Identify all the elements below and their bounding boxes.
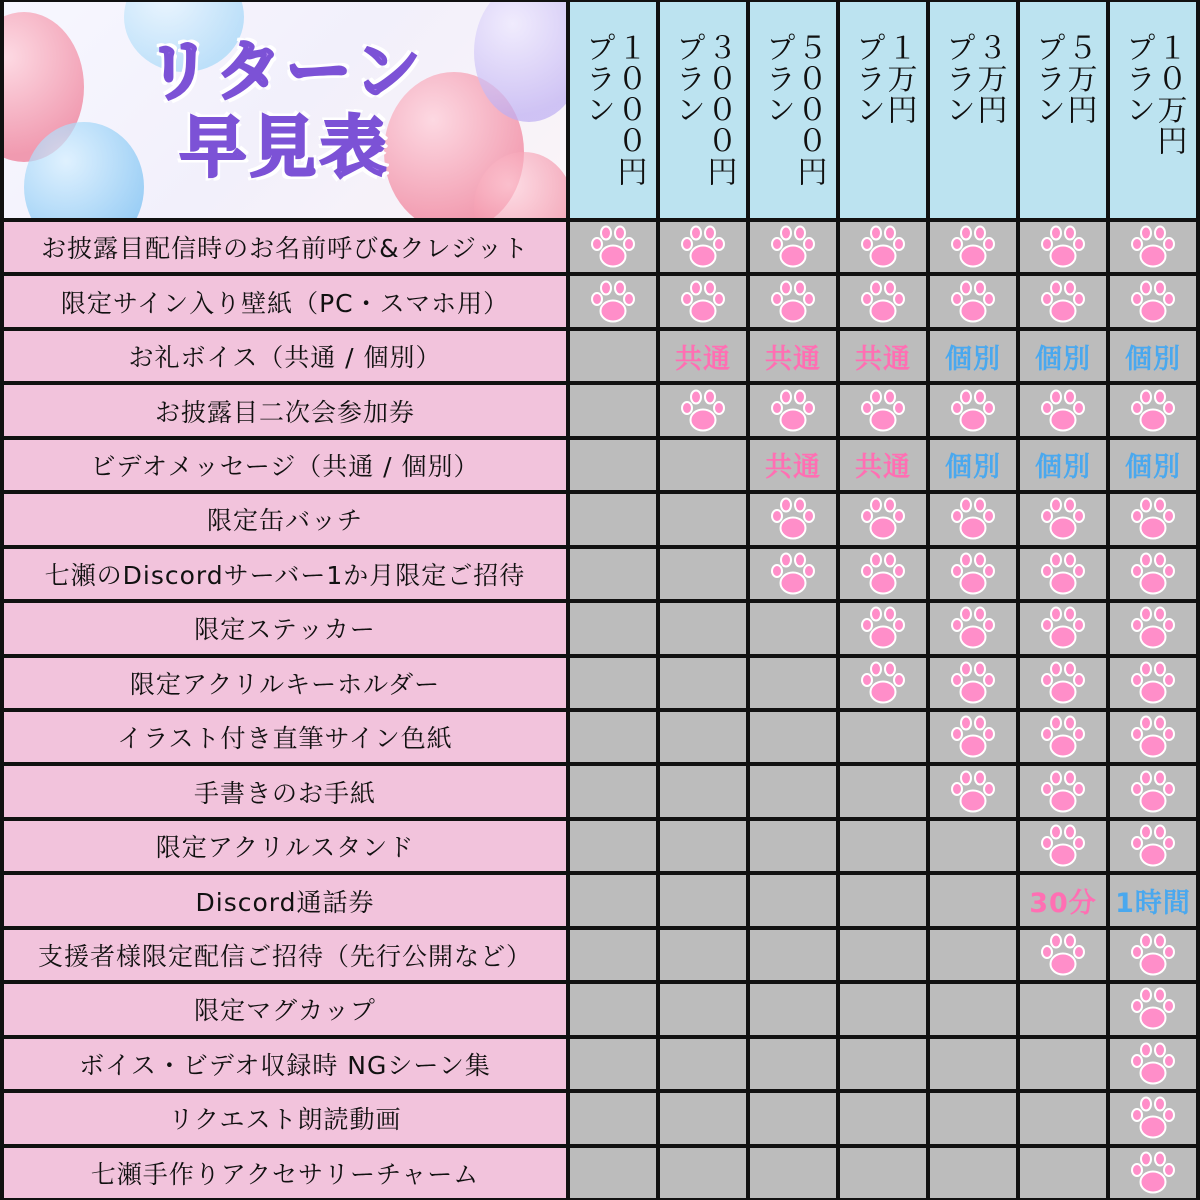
- table-cell: [930, 603, 1016, 653]
- table-cell: [660, 1093, 746, 1143]
- table-cell: [1020, 1039, 1106, 1089]
- table-cell: [660, 549, 746, 599]
- cell-note: 個別: [945, 343, 1001, 375]
- table-cell: [570, 821, 656, 871]
- table-cell: [1110, 1148, 1196, 1198]
- plan-header: [660, 2, 746, 218]
- table-cell: [660, 712, 746, 762]
- return-item-label: 限定アクリルキーホルダー: [4, 658, 566, 708]
- table-cell: [750, 494, 836, 544]
- plan-header-label: ５万円 プラン: [1030, 32, 1097, 125]
- table-cell: [750, 1093, 836, 1143]
- paw-icon: [858, 279, 908, 325]
- table-cell: [570, 331, 656, 381]
- paw-icon: [1128, 1095, 1178, 1141]
- table-cell: [570, 385, 656, 435]
- paw-icon: [768, 279, 818, 325]
- return-item-label: お披露目二次会参加券: [4, 385, 566, 435]
- table-cell: [1110, 658, 1196, 708]
- cell-note: 共通: [675, 343, 731, 375]
- paw-icon: [1038, 932, 1088, 978]
- paw-icon: [858, 496, 908, 542]
- return-item-label: お披露目配信時のお名前呼び&クレジット: [4, 222, 566, 272]
- table-cell: [1110, 1039, 1196, 1089]
- paw-icon: [1128, 496, 1178, 542]
- table-cell: [750, 658, 836, 708]
- table-cell: [1110, 549, 1196, 599]
- table-cell: [570, 1148, 656, 1198]
- table-cell: [750, 385, 836, 435]
- table-cell: [570, 222, 656, 272]
- paw-icon: [948, 714, 998, 760]
- plan-header-label: ３０００円 プラン: [670, 32, 737, 187]
- table-cell: [1020, 712, 1106, 762]
- cell-note: 30分: [1029, 888, 1097, 920]
- table-cell: [1110, 766, 1196, 816]
- paw-icon: [1038, 279, 1088, 325]
- paw-icon: [678, 279, 728, 325]
- table-cell: [1110, 222, 1196, 272]
- table-cell: [1110, 440, 1196, 490]
- return-item-label: Discord通話券: [4, 875, 566, 925]
- table-cell: [930, 930, 1016, 980]
- table-cell: [840, 712, 926, 762]
- plan-header: [1020, 2, 1106, 218]
- table-cell: [660, 930, 746, 980]
- table-cell: [750, 222, 836, 272]
- table-cell: [1020, 440, 1106, 490]
- table-cell: [1020, 494, 1106, 544]
- return-item-label: 手書きのお手紙: [4, 766, 566, 816]
- table-cell: [660, 385, 746, 435]
- table-cell: [1020, 875, 1106, 925]
- table-cell: [570, 766, 656, 816]
- table-cell: [660, 658, 746, 708]
- page-title: リターン: [145, 33, 425, 111]
- table-cell: [1110, 930, 1196, 980]
- table-cell: [1020, 821, 1106, 871]
- paw-icon: [858, 224, 908, 270]
- table-cell: [930, 984, 1016, 1034]
- paw-icon: [1128, 279, 1178, 325]
- paw-icon: [948, 551, 998, 597]
- cell-note: 1時間: [1115, 888, 1191, 920]
- table-cell: [1020, 658, 1106, 708]
- paw-icon: [1128, 224, 1178, 270]
- table-cell: [840, 331, 926, 381]
- table-cell: [840, 276, 926, 326]
- paw-icon: [858, 660, 908, 706]
- return-item-label: 限定サイン入り壁紙（PC・スマホ用）: [4, 276, 566, 326]
- cell-note: 個別: [1125, 343, 1181, 375]
- table-cell: [1020, 930, 1106, 980]
- table-cell: [570, 875, 656, 925]
- plan-header-label: ３万円 プラン: [940, 32, 1007, 125]
- paw-icon: [768, 388, 818, 434]
- table-cell: [1110, 1093, 1196, 1143]
- paw-icon: [948, 660, 998, 706]
- table-cell: [840, 766, 926, 816]
- table-cell: [1110, 984, 1196, 1034]
- table-cell: [930, 821, 1016, 871]
- table-cell: [660, 603, 746, 653]
- table-cell: [930, 1093, 1016, 1143]
- paw-icon: [1038, 388, 1088, 434]
- table-cell: [1110, 331, 1196, 381]
- table-cell: [1020, 1093, 1106, 1143]
- paw-icon: [1038, 769, 1088, 815]
- paw-icon: [1128, 551, 1178, 597]
- table-cell: [570, 440, 656, 490]
- paw-icon: [1038, 551, 1088, 597]
- table-cell: [750, 440, 836, 490]
- paw-icon: [1128, 823, 1178, 869]
- table-cell: [1110, 875, 1196, 925]
- table-cell: [750, 276, 836, 326]
- return-item-label: ボイス・ビデオ収録時 NGシーン集: [4, 1039, 566, 1089]
- plan-header: [750, 2, 836, 218]
- table-cell: [930, 385, 1016, 435]
- table-cell: [570, 1039, 656, 1089]
- table-cell: [1110, 494, 1196, 544]
- cell-note: 共通: [855, 343, 911, 375]
- table-cell: [750, 603, 836, 653]
- table-cell: [660, 331, 746, 381]
- return-item-label: 限定ステッカー: [4, 603, 566, 653]
- table-cell: [930, 494, 1016, 544]
- table-cell: [840, 984, 926, 1034]
- return-item-label: 七瀬手作りアクセサリーチャーム: [4, 1148, 566, 1198]
- table-cell: [1110, 385, 1196, 435]
- table-cell: [1110, 712, 1196, 762]
- table-cell: [840, 658, 926, 708]
- table-cell: [750, 1039, 836, 1089]
- cell-note: 共通: [855, 452, 911, 484]
- paw-icon: [1128, 1041, 1178, 1087]
- paw-icon: [948, 224, 998, 270]
- table-cell: [1020, 984, 1106, 1034]
- table-cell: [570, 603, 656, 653]
- table-cell: [660, 494, 746, 544]
- plan-header-label: １万円 プラン: [850, 32, 917, 125]
- table-cell: [570, 494, 656, 544]
- cell-note: 共通: [765, 343, 821, 375]
- table-cell: [750, 821, 836, 871]
- table-cell: [930, 1148, 1016, 1198]
- plan-header: [1110, 2, 1196, 218]
- table-cell: [840, 440, 926, 490]
- paw-icon: [1128, 769, 1178, 815]
- table-cell: [840, 930, 926, 980]
- return-item-label: 限定マグカップ: [4, 984, 566, 1034]
- table-cell: [930, 549, 1016, 599]
- table-cell: [840, 1148, 926, 1198]
- return-item-label: リクエスト朗読動画: [4, 1093, 566, 1143]
- plan-header-label: １０００円 プラン: [580, 32, 647, 187]
- plan-header-label: １０万円 プラン: [1120, 32, 1187, 156]
- paw-icon: [1038, 496, 1088, 542]
- paw-icon: [1038, 823, 1088, 869]
- table-cell: [930, 222, 1016, 272]
- table-cell: [660, 276, 746, 326]
- table-cell: [750, 549, 836, 599]
- table-cell: [660, 875, 746, 925]
- paw-icon: [1128, 714, 1178, 760]
- table-cell: [930, 440, 1016, 490]
- paw-icon: [768, 496, 818, 542]
- table-cell: [930, 658, 1016, 708]
- table-cell: [930, 276, 1016, 326]
- paw-icon: [1128, 605, 1178, 651]
- paw-icon: [948, 279, 998, 325]
- table-cell: [570, 1093, 656, 1143]
- paw-icon: [1128, 660, 1178, 706]
- paw-icon: [858, 605, 908, 651]
- table-cell: [660, 440, 746, 490]
- paw-icon: [588, 279, 638, 325]
- table-cell: [840, 549, 926, 599]
- plan-header: [930, 2, 1016, 218]
- paw-icon: [588, 224, 638, 270]
- table-cell: [1020, 276, 1106, 326]
- paw-icon: [1038, 224, 1088, 270]
- table-cell: [1020, 549, 1106, 599]
- table-cell: [840, 222, 926, 272]
- table-cell: [840, 821, 926, 871]
- plan-header: [840, 2, 926, 218]
- table-cell: [1110, 276, 1196, 326]
- paw-icon: [768, 224, 818, 270]
- title-panel: [4, 2, 566, 218]
- table-cell: [660, 1148, 746, 1198]
- table-cell: [930, 331, 1016, 381]
- return-item-label: 限定缶バッチ: [4, 494, 566, 544]
- table-cell: [750, 984, 836, 1034]
- table-cell: [840, 875, 926, 925]
- table-cell: [570, 658, 656, 708]
- paw-icon: [858, 388, 908, 434]
- table-cell: [1110, 821, 1196, 871]
- table-cell: [570, 276, 656, 326]
- table-cell: [930, 712, 1016, 762]
- table-cell: [750, 875, 836, 925]
- return-item-label: ビデオメッセージ（共通 / 個別）: [4, 440, 566, 490]
- table-cell: [570, 712, 656, 762]
- paw-icon: [858, 551, 908, 597]
- table-cell: [660, 222, 746, 272]
- paw-icon: [1128, 388, 1178, 434]
- cell-note: 個別: [1035, 343, 1091, 375]
- table-cell: [1020, 766, 1106, 816]
- table-cell: [750, 331, 836, 381]
- table-cell: [570, 930, 656, 980]
- table-cell: [750, 930, 836, 980]
- table-cell: [840, 385, 926, 435]
- table-cell: [930, 1039, 1016, 1089]
- table-cell: [840, 494, 926, 544]
- return-item-label: 支援者様限定配信ご招待（先行公開など）: [4, 930, 566, 980]
- plan-header: [570, 2, 656, 218]
- table-cell: [840, 1039, 926, 1089]
- paw-icon: [768, 551, 818, 597]
- table-cell: [660, 766, 746, 816]
- paw-icon: [1128, 1150, 1178, 1196]
- table-cell: [930, 766, 1016, 816]
- cell-note: 個別: [945, 452, 1001, 484]
- table-cell: [660, 821, 746, 871]
- paw-icon: [678, 388, 728, 434]
- table-cell: [1020, 385, 1106, 435]
- paw-icon: [1038, 660, 1088, 706]
- paw-icon: [1128, 986, 1178, 1032]
- table-cell: [660, 1039, 746, 1089]
- paw-icon: [948, 388, 998, 434]
- table-cell: [840, 1093, 926, 1143]
- table-cell: [750, 1148, 836, 1198]
- table-cell: [570, 984, 656, 1034]
- table-cell: [930, 875, 1016, 925]
- paw-icon: [678, 224, 728, 270]
- cell-note: 個別: [1125, 452, 1181, 484]
- table-cell: [750, 712, 836, 762]
- table-cell: [1020, 1148, 1106, 1198]
- table-cell: [1110, 603, 1196, 653]
- table-cell: [1020, 222, 1106, 272]
- table-cell: [1020, 603, 1106, 653]
- page-subtitle: 早見表: [180, 109, 390, 186]
- table-cell: [840, 603, 926, 653]
- return-item-label: お礼ボイス（共通 / 個別）: [4, 331, 566, 381]
- paw-icon: [1038, 714, 1088, 760]
- return-item-label: イラスト付き直筆サイン色紙: [4, 712, 566, 762]
- paw-icon: [1038, 605, 1088, 651]
- cell-note: 共通: [765, 452, 821, 484]
- table-cell: [750, 766, 836, 816]
- table-cell: [660, 984, 746, 1034]
- paw-icon: [1128, 932, 1178, 978]
- table-cell: [1020, 331, 1106, 381]
- paw-icon: [948, 496, 998, 542]
- return-item-label: 限定アクリルスタンド: [4, 821, 566, 871]
- paw-icon: [948, 769, 998, 815]
- plan-header-label: ５０００円 プラン: [760, 32, 827, 187]
- paw-icon: [948, 605, 998, 651]
- return-item-label: 七瀬のDiscordサーバー1か月限定ご招待: [4, 549, 566, 599]
- cell-note: 個別: [1035, 452, 1091, 484]
- table-cell: [570, 549, 656, 599]
